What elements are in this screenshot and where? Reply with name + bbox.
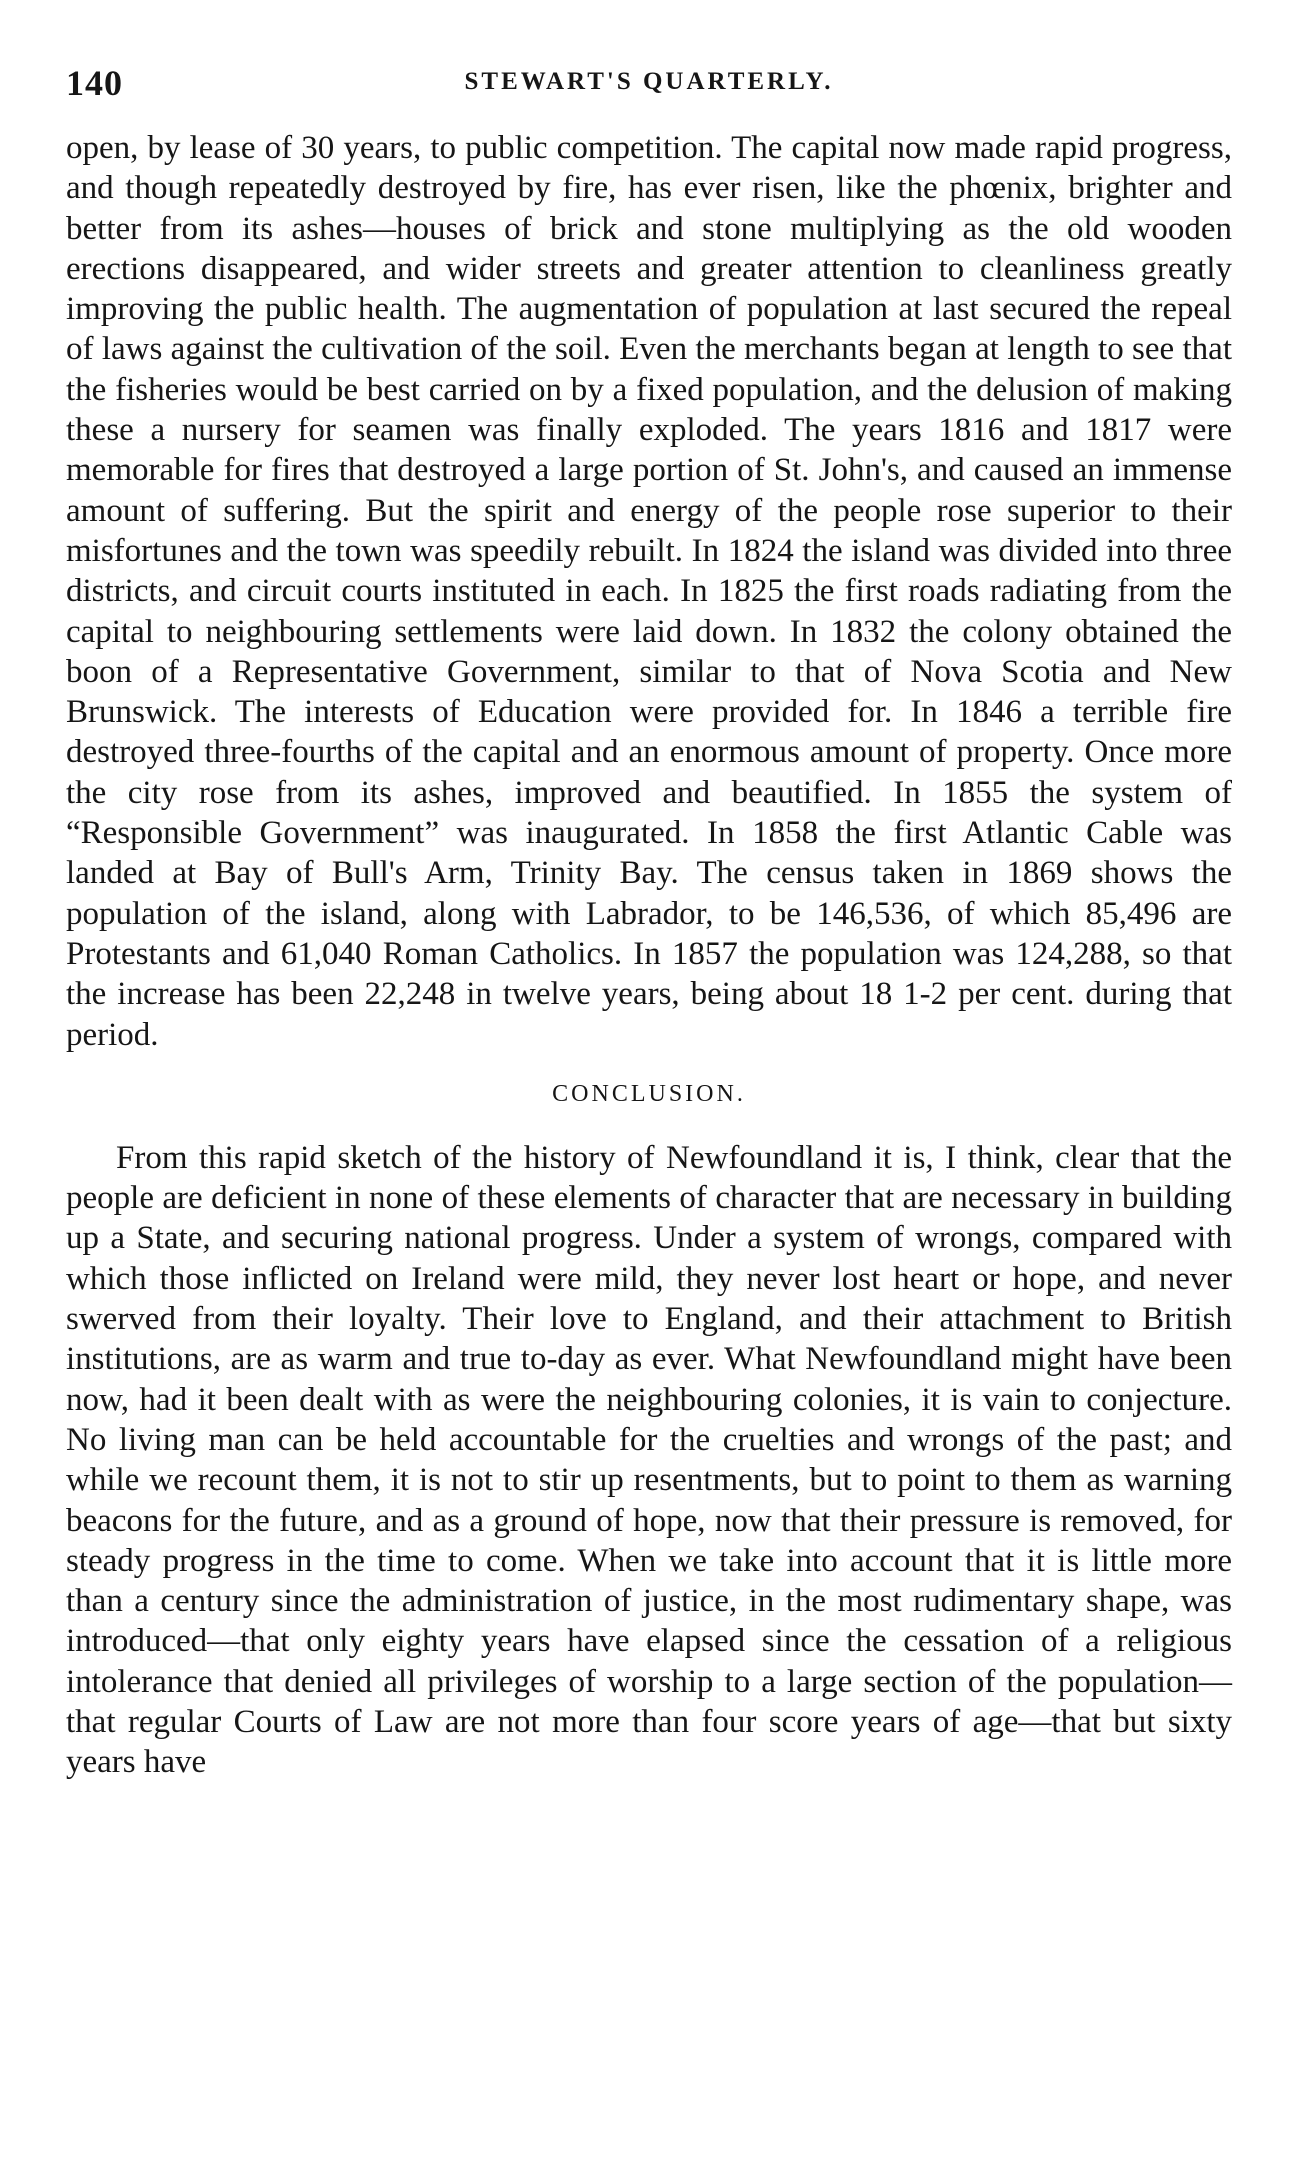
page-number: 140: [66, 63, 123, 103]
body-paragraph-continued: open, by lease of 30 years, to public competition. The capital now made rapid progress, and though repeatedly destroyed by fire, has ever risen, like the phœnix, brighter and better from its ashes—houses of brick and stone multiplying as the old wooden erections disappeared, and wider streets and greater attention to cleanliness greatly improving the public health. The augmentation of population at last secured the repeal of laws against the cultivation of the soil. Even the merchants began at length to see that the fisheries would be best carried on by a fixed population, and the delusion of making these a nursery for seamen was finally exploded. The years 1816 and 1817 were memorable for fires that destroyed a large portion of St. John's, and caused an immense amount of suffering. But the spirit and energy of the people rose superior to their misfortunes and the town was speedily rebuilt. In 1824 the island was divided into three districts, and circuit courts instituted in each. In 1825 the first roads radiating from the capital to neighbouring settlements were laid down. In 1832 the colony obtained the boon of a Representative Government, similar to that of Nova Scotia and New Brunswick. The interests of Education were provided for. In 1846 a terrible fire destroyed three-fourths of the capital and an enormous amount of property. Once more the city rose from its ashes, improved and beautified. In 1855 the system of “Responsible Government” was inaugurated. In 1858 the first Atlantic Cable was landed at Bay of Bull's Arm, Trinity Bay. The census taken in 1869 shows the population of the island, along with Labrador, to be 146,536, of which 85,496 are Protestants and 61,040 Roman Catholics. In 1857 the population was 124,288, so that the increase has been 22,248 in twelve years, being about 18 1-2 per cent. during that period.: [66, 130, 1232, 1053]
book-page: [66, 62, 1232, 1783]
conclusion-paragraph: From this rapid sketch of the history of Newfoundland it is, I think, clear that the people are deficient in none of these elements of character that are necessary in building up a State, and securing national progress. Under a system of wrongs, compared with which those inflicted on Ireland were mild, they never lost heart or hope, and never swerved from their loyalty. Their love to England, and their attachment to British institutions, are as warm and true to-day as ever. What Newfoundland might have been now, had it been dealt with as were the neighbouring colonies, it is vain to conjecture. No living man can be held accountable for the cruelties and wrongs of the past; and while we recount them, it is not to stir up resentments, but to point to them as warning beacons for the future, and as a ground of hope, now that their pressure is removed, for steady progress in the time to come. When we take into account that it is little more than a century since the administration of justice, in the most rudimentary shape, was introduced—that only eighty years have elapsed since the cessation of a religious intolerance that denied all privileges of worship to a large section of the population—that regular Courts of Law are not more than four score years of age—that but sixty years have: [66, 1139, 1232, 1781]
running-head: [66, 62, 1232, 114]
running-title: STEWART'S QUARTERLY.: [464, 68, 834, 95]
section-heading: CONCLUSION.: [552, 1080, 746, 1107]
